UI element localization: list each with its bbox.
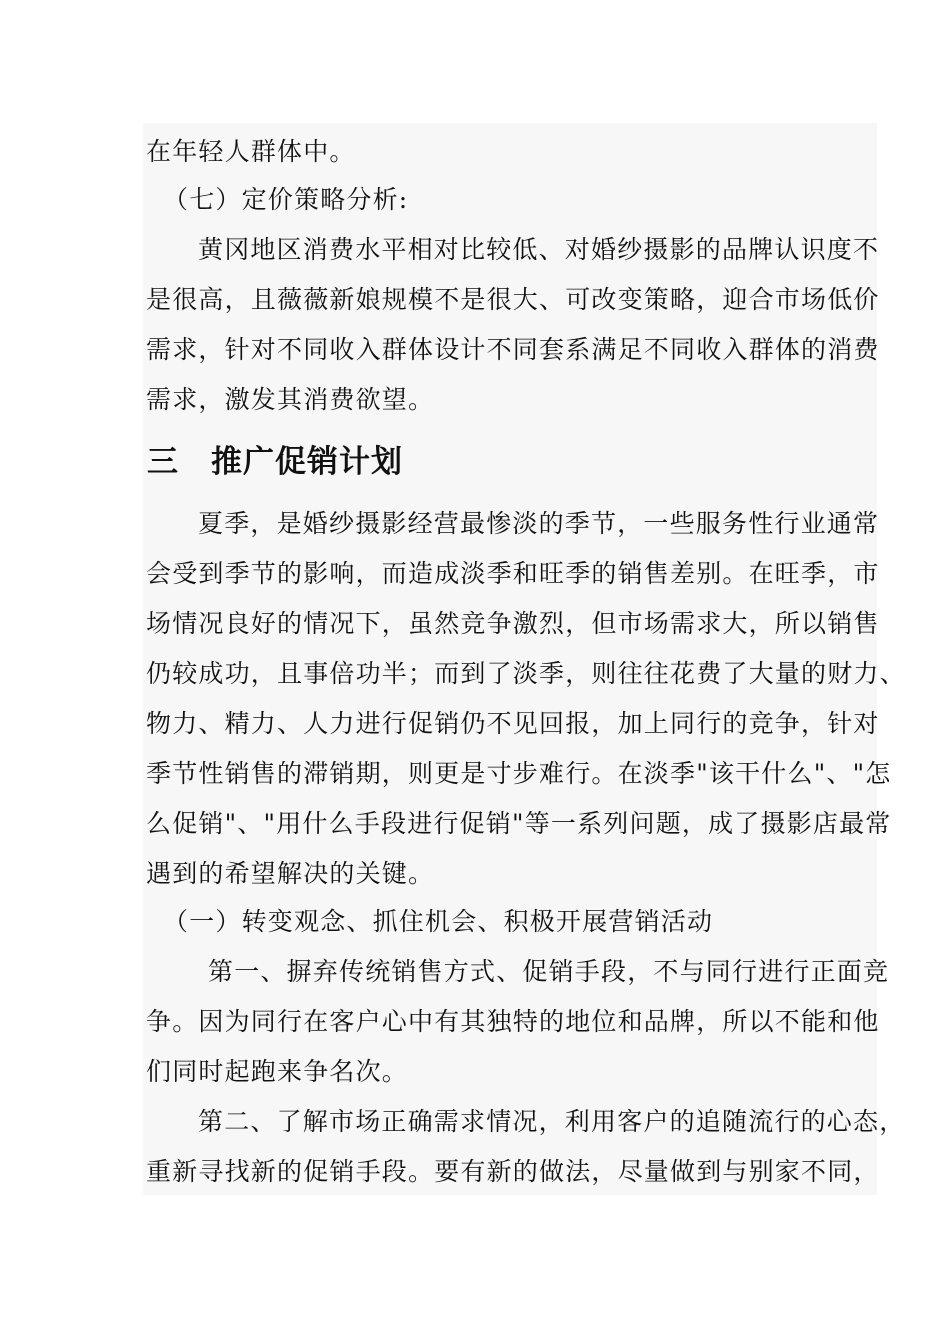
paragraph-line: 是很高，且薇薇新娘规模不是很大、可改变策略，迎合市场低价 xyxy=(146,285,880,314)
section-title: 推广促销计划 xyxy=(211,444,403,480)
section-number: 三 xyxy=(147,444,179,480)
paragraph-line: 们同时起跑来争名次。 xyxy=(146,1057,409,1086)
paragraph-line: 重新寻找新的促销手段。要有新的做法，尽量做到与别家不同， xyxy=(146,1157,880,1186)
paragraph-line: 仍较成功，且事倍功半；而到了淡季，则往往花费了大量的财力、 xyxy=(146,659,906,688)
paragraph-line: 会受到季节的影响，而造成淡季和旺季的销售差别。在旺季，市 xyxy=(146,559,880,588)
paragraph-line: 物力、精力、人力进行促销仍不见回报，加上同行的竞争，针对 xyxy=(146,709,880,738)
section-heading xyxy=(147,444,403,480)
paragraph-line: 第二、了解市场正确需求情况，利用客户的追随流行的心态， xyxy=(198,1107,906,1136)
subsection-heading-marketing: （一）转变观念、抓住机会、积极开展营销活动 xyxy=(163,907,714,936)
paragraph-line: 在年轻人群体中。 xyxy=(146,137,356,166)
paragraph-line: 第一、摒弃传统销售方式、促销手段，不与同行进行正面竞 xyxy=(208,957,890,986)
paragraph-line: 需求，激发其消费欲望。 xyxy=(146,385,435,414)
document-body xyxy=(143,123,906,1195)
paragraph-line: 争。因为同行在客户心中有其独特的地位和品牌，所以不能和他 xyxy=(146,1007,880,1036)
paragraph-line: 夏季，是婚纱摄影经营最惨淡的季节，一些服务性行业通常 xyxy=(198,509,880,538)
paragraph-line: 季节性销售的滞销期，则更是寸步难行。在淡季"该干什么"、"怎 xyxy=(146,759,892,788)
paragraph-line: 黄冈地区消费水平相对比较低、对婚纱摄影的品牌认识度不 xyxy=(198,235,880,264)
paragraph-line: 遇到的希望解决的关键。 xyxy=(146,859,435,888)
subsection-heading-pricing: （七）定价策略分析: xyxy=(163,185,409,214)
paragraph-line: 么促销"、"用什么手段进行促销"等一系列问题，成了摄影店最常 xyxy=(146,809,892,838)
paragraph-line: 需求，针对不同收入群体设计不同套系满足不同收入群体的消费 xyxy=(146,335,880,364)
paragraph-line: 场情况良好的情况下，虽然竞争激烈，但市场需求大，所以销售 xyxy=(146,609,880,638)
